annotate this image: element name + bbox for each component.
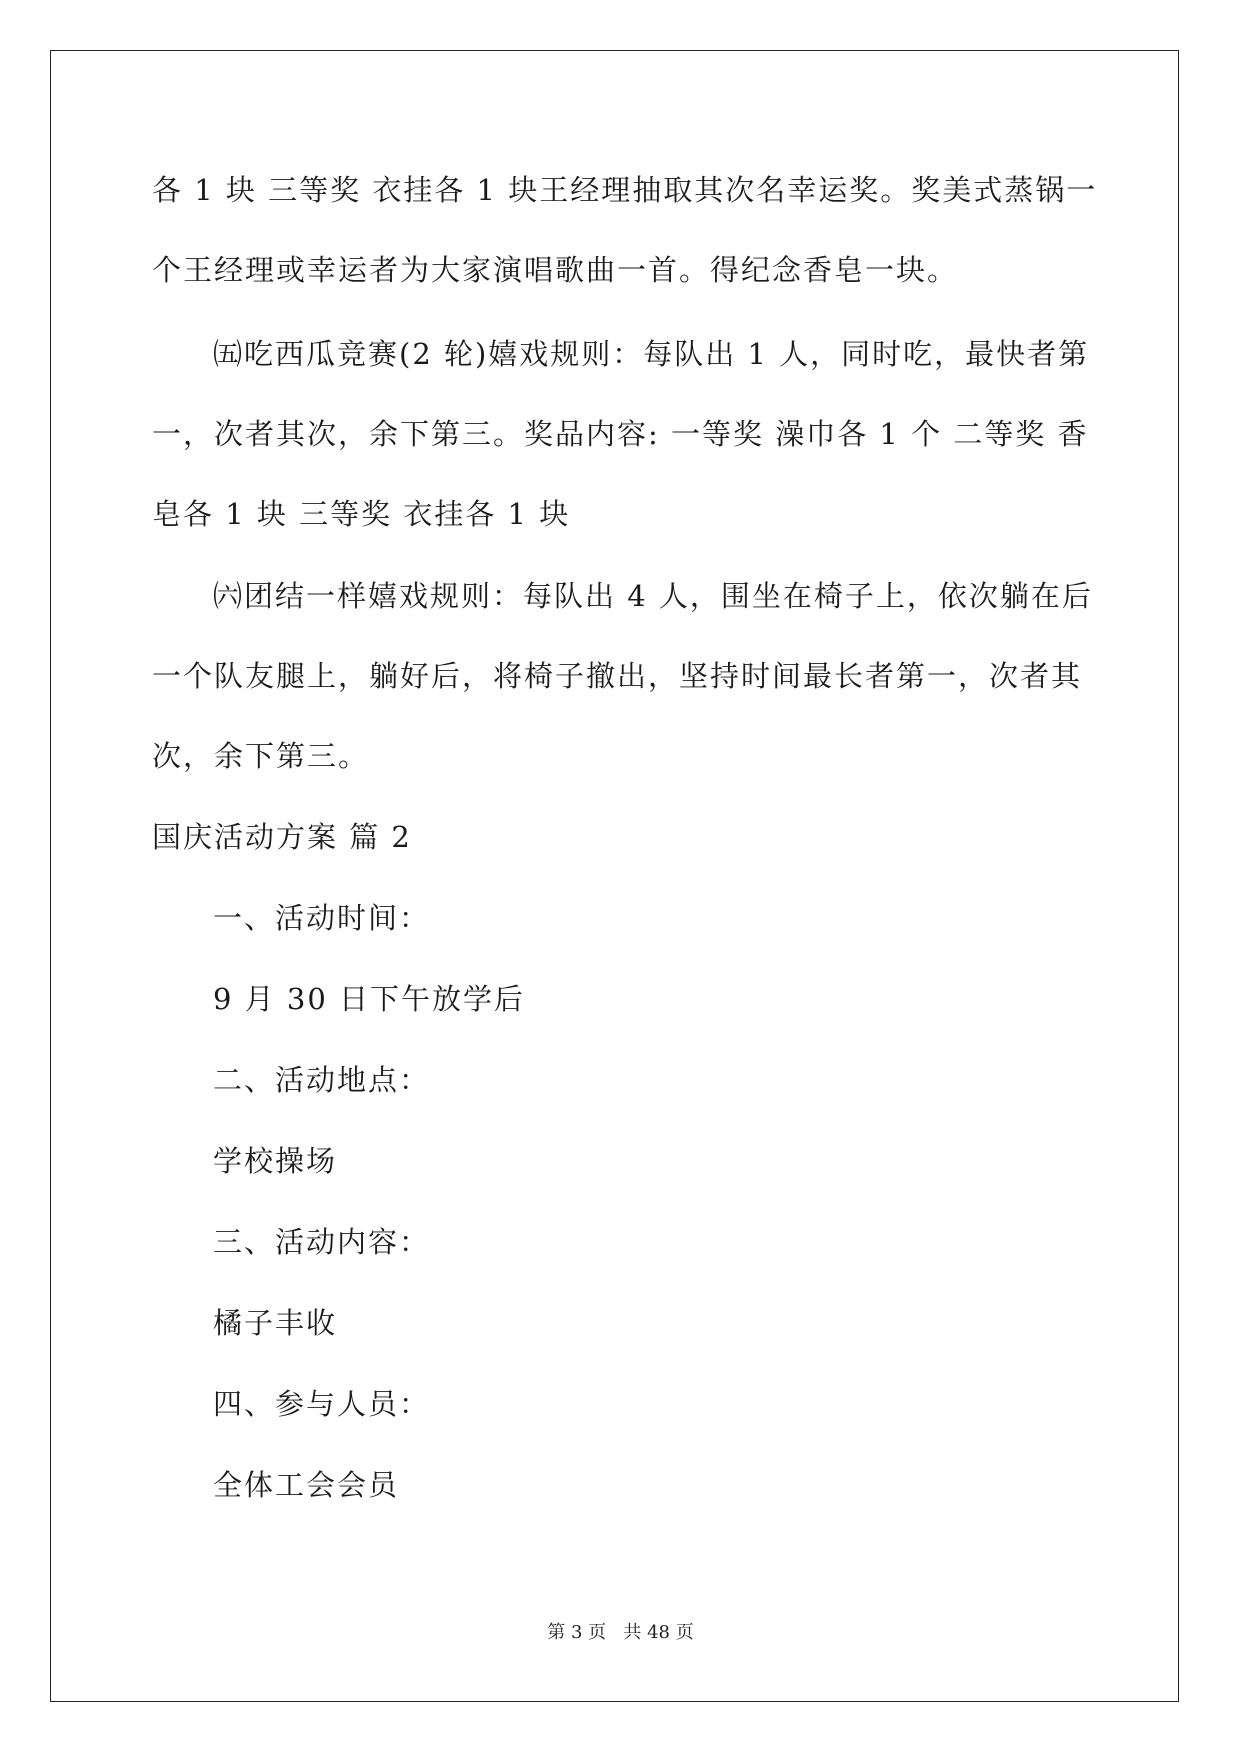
section-heading: 国庆活动方案 篇 2 [152, 820, 412, 854]
text-line: 次，余下第三。 [152, 739, 370, 773]
item-heading: 三、活动内容： [213, 1225, 431, 1259]
text-line: 一，次者其次，余下第三。奖品内容: 一等奖 澡巾各 1 个 二等奖 香 [152, 417, 1089, 451]
text-line: 皂各 1 块 三等奖 衣挂各 1 块 [152, 497, 571, 531]
page-footer: 第 3 页 共 48 页 [547, 1622, 694, 1643]
text-line: 个王经理或幸运者为大家演唱歌曲一首。得纪念香皂一块。 [152, 253, 959, 287]
text-line: ㈤吃西瓜竞赛(2 轮)嬉戏规则：每队出 1 人，同时吃，最快者第 [213, 337, 1090, 371]
item-heading: 二、活动地点： [213, 1063, 431, 1097]
item-heading: 四、参与人员： [213, 1387, 431, 1421]
page-frame [50, 50, 1179, 1702]
item-heading: 一、活动时间： [213, 901, 431, 935]
text-line: 9 月 30 日下午放学后 [213, 982, 526, 1016]
text-line: ㈥团结一样嬉戏规则：每队出 4 人，围坐在椅子上，依次躺在后 [213, 579, 1093, 613]
text-line: 全体工会会员 [213, 1468, 400, 1502]
text-line: 橘子丰收 [213, 1306, 338, 1340]
text-line: 一个队友腿上，躺好后，将椅子撤出，坚持时间最长者第一，次者其 [152, 659, 1083, 693]
text-line: 学校操场 [213, 1144, 338, 1178]
text-line: 各 1 块 三等奖 衣挂各 1 块王经理抽取其次名幸运奖。奖美式蒸锅一 [152, 173, 1098, 207]
